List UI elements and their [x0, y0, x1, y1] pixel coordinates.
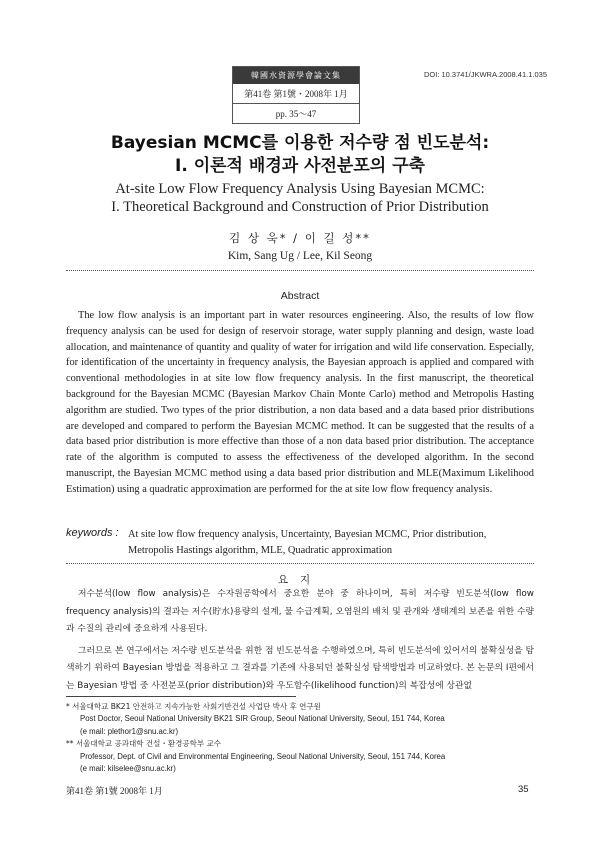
journal-volume: 第41卷 第1號・2008年 1月: [233, 84, 359, 104]
footnotes: [66, 701, 534, 775]
footnote-1-email[interactable]: (e mail: plethor1@snu.ac.kr): [80, 726, 179, 736]
abstract-heading: Abstract: [280, 290, 320, 302]
title-korean-line2: Ⅰ. 이론적 배경과 사전분포의 구축: [175, 156, 425, 176]
korean-summary-paragraph-1: 저수분석(low flow analysis)은 수자원공학에서 중요한 분야 중 하나이며, 특히 저수량 빈도분석(low flow frequency analysis)의 결과는 저수(貯水)용량의 설계, 물 수급계획, 오염원의 배치 및 관개와 생태계의 보존을 위한 수량과 수질의 관리에 중요하게 사용된다.: [66, 589, 534, 634]
footnote-2-english: Professor, Dept. of Civil and Environmental Engineering, Seoul National University, Seoul, 151 744, Korea: [80, 751, 446, 761]
doi-text[interactable]: DOI: 10.3741/JKWRA.2008.41.1.035: [424, 70, 547, 79]
footnote-2-korean: ** 서울대학교 공과대학 건설・환경공학부 교수: [66, 739, 221, 749]
footnote-1-korean: * 서울대학교 BK21 안전하고 지속가능한 사회기반건설 사업단 박사 후 연구원: [66, 702, 321, 711]
page-number: 35: [518, 784, 529, 795]
journal-pages: pp. 35～47: [275, 109, 317, 119]
korean-summary-heading: 요지: [277, 574, 323, 586]
footnote-1-english: Post Doctor, Seoul National University BK21 SIR Group, Seoul National University, Seoul, 151 744, Korea: [80, 714, 445, 724]
section-divider-top: [66, 270, 534, 271]
authors-english: Kim, Sang Ug / Lee, Kil Seong: [227, 250, 373, 262]
journal-info-box: [232, 66, 360, 124]
title-english-line1: At-site Low Flow Frequency Analysis Using Bayesian MCMC:: [115, 181, 485, 197]
section-divider-bottom: [66, 563, 534, 564]
korean-summary: [66, 586, 534, 699]
footnote-rule: [66, 696, 296, 697]
authors-korean: 김 상 욱* / 이 길 성**: [229, 231, 371, 245]
journal-name: 韓國水資源學會論文集: [233, 67, 359, 84]
title-korean-line1: Bayesian MCMC를 이용한 저수량 점 빈도분석:: [110, 133, 490, 153]
footer-journal-issue: 第41卷 第1號 2008年 1月: [66, 786, 163, 796]
keywords-text: At site low flow frequency analysis, Uncertainty, Bayesian MCMC, Prior distribution, Metropolis Hastings algorithm, MLE, Quadratic approximation: [128, 529, 487, 556]
keywords-label: keywords :: [66, 527, 119, 539]
korean-summary-paragraph-2: 그러므로 본 연구에서는 저수량 빈도분석을 위한 점 빈도분석을 수행하였으며, 특히 빈도분석에 있어서의 불확실성을 탐색하기 위하여 Bayesian 방법을 적용하고 그 결과를 기존에 사용되던 불확실성 탐색방법과 비교하였다. 본 논문의 Ⅰ편에서는 Bayesian 방법 중 사전분포(prior distribution)와 우도함수(likelihood function)의 복잡성에 상관없: [66, 645, 534, 691]
title-english-line2: I. Theoretical Background and Construction of Prior Distribution: [111, 199, 489, 215]
abstract-text: The low flow analysis is an important part in water resources engineering. Also, the results of low flow frequency analysis can be used for design of reservoir storage, water supply planning and design, waste load allocation, and maintenance of quantity and quality of water for irrigation and wild life conservation. Especially, for identification of the uncertainty in frequency analysis, the Bayesian approach is applied and compared with conventional methodologies in at site low flow frequency analysis. In the first manuscript, the theoretical background for the Bayesian MCMC (Bayesian Markov Chain Monte Carlo) method and Metropolis Hasting algorithm are studied. Two types of the prior distribution, a non data based and a data based prior distributions are developed and compared to perform the Bayesian MCMC method. It can be suggested that the results of a data based prior distribution is more effective than those of a non data based prior distribution. The acceptance rate of the algorithm is computed to assess the effectiveness of the developed algorithm. In the second manuscript, the Bayesian MCMC method using a data based prior distribution and MLE(Maximum Likelihood Estimation) using a quadratic approximation are performed for the at site low flow frequency analysis.: [66, 310, 534, 495]
footnote-2-email[interactable]: (e mail: kilselee@snu.ac.kr): [80, 764, 176, 774]
